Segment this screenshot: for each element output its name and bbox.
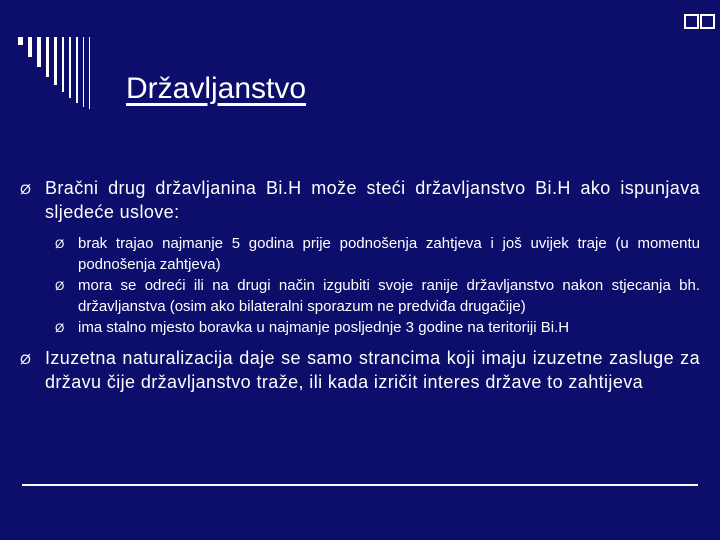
sub-bullet-text: brak trajao najmanje 5 godina prije podnošenja zahtjeva i još uvijek traje (u momentu podnošenja zahtjeva) xyxy=(78,235,700,273)
bullet-spouse xyxy=(20,176,700,224)
arrow-bullet-icon: Ø xyxy=(55,279,65,293)
sub-bullet xyxy=(55,233,700,275)
arrow-bullet-icon: Ø xyxy=(20,351,31,367)
bullet-text: Izuzetna naturalizacija daje se samo strancima koji imaju izuzetne zasluge za državu čije državljanstvo traže, ili kada izričit interes države to zahtijeva xyxy=(45,348,700,392)
decorative-stripes xyxy=(18,37,138,109)
sub-bullet xyxy=(55,317,700,339)
sub-bullet-list xyxy=(55,233,700,339)
arrow-bullet-icon: Ø xyxy=(55,237,65,251)
slide-title: Državljanstvo xyxy=(126,72,307,105)
arrow-bullet-icon: Ø xyxy=(20,181,31,197)
bullet-text: Bračni drug državljanina Bi.H može steći državljanstvo Bi.H ako ispunjava sljedeće uslove: xyxy=(45,178,700,222)
slide-content xyxy=(20,176,700,403)
sub-bullet xyxy=(55,275,700,317)
arrow-bullet-icon: Ø xyxy=(55,321,65,335)
sub-bullet-text: ima stalno mjesto boravka u najmanje posljednje 3 godine na teritoriji Bi.H xyxy=(78,319,570,336)
decorative-square-icon xyxy=(700,14,715,29)
sub-bullet-text: mora se odreći ili na drugi način izgubiti svoje ranije državljanstvo nakon stjecanja bh. državljanstva (osim ako bilateralni sporazum ne predviđa drugačije) xyxy=(78,277,700,315)
decorative-square-icon xyxy=(684,14,699,29)
bullet-naturalization xyxy=(20,346,700,394)
bottom-divider xyxy=(22,484,698,486)
